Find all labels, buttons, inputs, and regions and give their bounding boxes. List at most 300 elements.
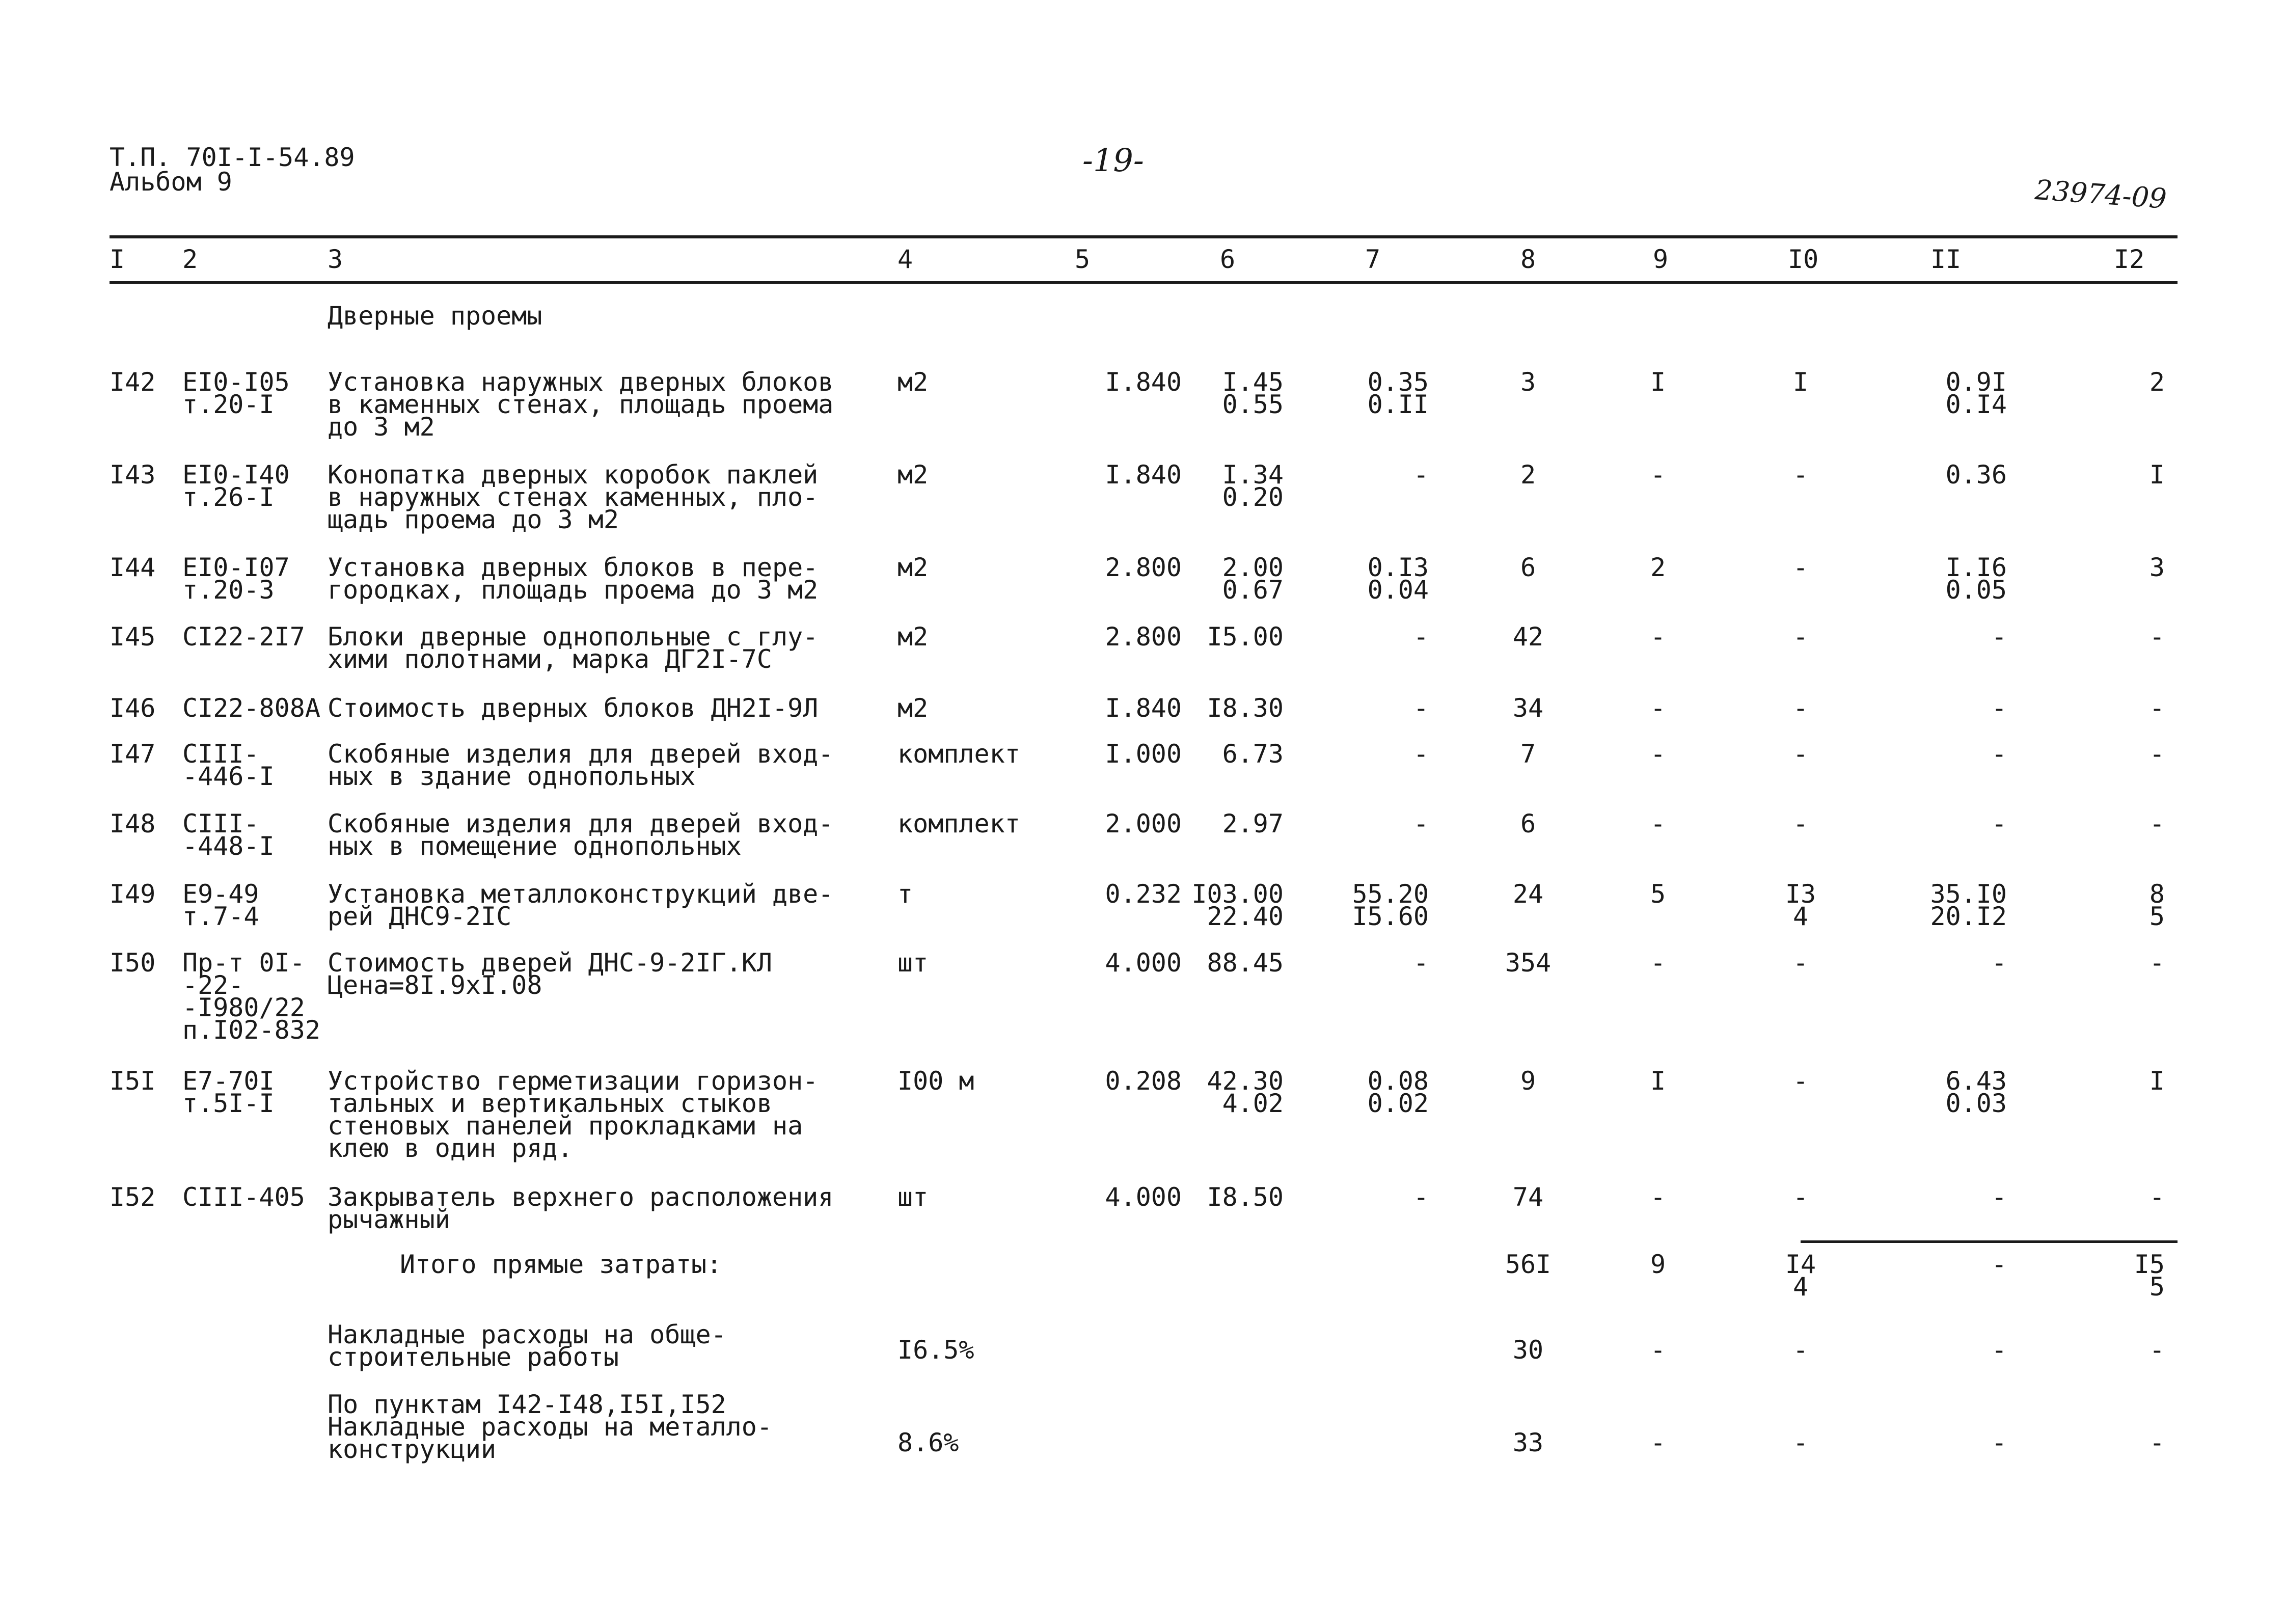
- document-reference: [110, 143, 355, 197]
- overhead-rate: [897, 1335, 974, 1365]
- work-name-line: тальных и вертикальных стыков: [328, 1089, 772, 1118]
- col12-value: [2088, 1066, 2165, 1096]
- inventory-stamp: 23974-09: [2034, 174, 2168, 215]
- col7-value: [1317, 367, 1429, 419]
- column-number: I: [110, 245, 125, 274]
- col7-value: [1317, 809, 1429, 838]
- work-name-line: до 3 м2: [328, 412, 435, 442]
- col12-value: [2088, 693, 2165, 723]
- item-number-line: I52: [110, 1182, 156, 1212]
- col10-value-line: -: [1792, 622, 1809, 652]
- item-number: [110, 948, 156, 978]
- norm-code-line: т.7-4: [182, 902, 259, 931]
- col7-value-line: 0.02: [1367, 1089, 1429, 1118]
- overhead-col10-line: -: [1792, 1428, 1809, 1457]
- unit: [897, 948, 929, 978]
- col11-value: [1895, 809, 2007, 838]
- item-number-line: I44: [110, 553, 156, 582]
- work-name-line: Скобяные изделия для дверей вход-: [328, 739, 834, 769]
- overhead-name-line: конструкции: [328, 1434, 497, 1464]
- col8-value: [1477, 739, 1579, 769]
- unit: [897, 879, 913, 909]
- unit-line: комплект: [897, 809, 1020, 838]
- overhead-rate-line: I6.5%: [897, 1335, 974, 1365]
- col9-value: [1620, 809, 1696, 838]
- unit-line: комплект: [897, 739, 1020, 769]
- total-label: [400, 1250, 722, 1279]
- col12-value-line: -: [2149, 693, 2165, 723]
- col10-value: [1762, 553, 1839, 582]
- col11-value: [1895, 1182, 2007, 1212]
- col10-value: [1762, 622, 1839, 652]
- col6-value-line: 2.97: [1222, 809, 1284, 838]
- col6-value: [1172, 1066, 1284, 1118]
- overhead-col9: [1620, 1335, 1696, 1365]
- work-name: [328, 1066, 819, 1163]
- overhead-col12-line: -: [2149, 1335, 2165, 1365]
- col9-value-line: -: [1650, 693, 1666, 723]
- col9-value: [1620, 553, 1696, 582]
- col11-value-line: 0.05: [1945, 575, 2007, 605]
- col10-value: [1762, 879, 1839, 931]
- norm-code: [182, 1182, 305, 1212]
- item-number: [110, 553, 156, 582]
- col11-value-line: -: [1991, 1182, 2007, 1212]
- norm-code-line: -22-: [182, 970, 244, 1000]
- col10-value: [1762, 809, 1839, 838]
- norm-code-line: п.I02-832: [182, 1015, 320, 1045]
- column-number-rule: [110, 281, 2178, 284]
- col6-value: [1172, 879, 1284, 931]
- total-rule: [1801, 1240, 2178, 1243]
- col7-value-line: -: [1413, 622, 1429, 652]
- col12-value: [2088, 367, 2165, 397]
- item-number-line: I42: [110, 367, 156, 397]
- unit: [897, 1182, 929, 1212]
- col11-value: [1895, 693, 2007, 723]
- unit-line: м2: [897, 553, 929, 582]
- norm-code-line: -446-I: [182, 762, 275, 791]
- doc-ref-text: Т.П. 70I-I-54.89: [110, 143, 355, 172]
- album-text: Альбом 9: [110, 167, 232, 197]
- col8-value-line: 34: [1512, 693, 1544, 723]
- col8-value-line: 9: [1520, 1066, 1536, 1096]
- overhead-col8: [1477, 1428, 1579, 1457]
- overhead-col10: [1762, 1335, 1839, 1365]
- unit-line: шт: [897, 948, 929, 978]
- quantity: [1059, 879, 1182, 909]
- column-number: 4: [897, 245, 913, 274]
- col8-value-line: 24: [1512, 879, 1544, 909]
- quantity: [1059, 948, 1182, 978]
- norm-code-line: CIII-: [182, 739, 259, 769]
- item-number-line: I48: [110, 809, 156, 838]
- work-name: [328, 739, 834, 791]
- col10-value-line: I: [1792, 367, 1809, 397]
- col9-value: [1620, 460, 1696, 490]
- item-number-line: I46: [110, 693, 156, 723]
- col9-value-line: I: [1650, 367, 1666, 397]
- total-col12-line: I5: [2134, 1250, 2165, 1279]
- col10-value-line: -: [1792, 460, 1809, 490]
- item-number-line: I5I: [110, 1066, 156, 1096]
- col6-value-line: I03.00: [1191, 879, 1284, 909]
- norm-code-line: CI22-808A: [182, 693, 320, 723]
- work-name-line: рей ДНС9-2IС: [328, 902, 512, 931]
- col11-value-line: 0.03: [1945, 1089, 2007, 1118]
- item-number-line: I49: [110, 879, 156, 909]
- col10-value: [1762, 1066, 1839, 1096]
- col6-value: [1172, 693, 1284, 723]
- quantity: [1059, 553, 1182, 582]
- norm-code-line: т.26-I: [182, 482, 275, 512]
- total-col12: [2088, 1250, 2165, 1302]
- col11-value: [1895, 553, 2007, 605]
- work-name-line: Конопатка дверных коробок паклей: [328, 460, 819, 490]
- col10-value: [1762, 460, 1839, 490]
- col12-value-line: -: [2149, 809, 2165, 838]
- col8-value-line: 3: [1520, 367, 1536, 397]
- col12-value-line: -: [2149, 1182, 2165, 1212]
- work-name-line: Цена=8I.9хI.08: [328, 970, 542, 1000]
- col10-value-line: -: [1792, 553, 1809, 582]
- work-name-line: ных в здание однопольных: [328, 762, 696, 791]
- unit-line: м2: [897, 367, 929, 397]
- total-col9-line: 9: [1650, 1250, 1666, 1279]
- quantity-line: I.000: [1105, 739, 1182, 769]
- col7-value-line: 55.20: [1352, 879, 1429, 909]
- quantity: [1059, 1182, 1182, 1212]
- work-name-line: Установка наружных дверных блоков: [328, 367, 834, 397]
- col11-value-line: -: [1991, 693, 2007, 723]
- overhead-col11: [1895, 1428, 2007, 1457]
- overhead-col10: [1762, 1428, 1839, 1457]
- col12-value-line: -: [2149, 622, 2165, 652]
- total-col9: [1620, 1250, 1696, 1279]
- work-name: [328, 809, 834, 861]
- work-name-line: рычажный: [328, 1205, 450, 1234]
- col10-value: [1762, 367, 1839, 397]
- quantity: [1059, 693, 1182, 723]
- overhead-col12: [2088, 1335, 2165, 1365]
- item-number: [110, 1066, 156, 1096]
- col6-value: [1172, 460, 1284, 512]
- work-name: [328, 879, 834, 931]
- col12-value: [2088, 553, 2165, 582]
- overhead-rate-line: 8.6%: [897, 1428, 959, 1457]
- col9-value-line: -: [1650, 460, 1666, 490]
- col9-value-line: -: [1650, 1182, 1666, 1212]
- col10-value: [1762, 739, 1839, 769]
- quantity-line: 2.800: [1105, 553, 1182, 582]
- col11-value-line: -: [1991, 948, 2007, 978]
- col6-value-line: I.34: [1222, 460, 1284, 490]
- norm-code-line: E9-49: [182, 879, 259, 909]
- overhead-col12: [2088, 1428, 2165, 1457]
- col9-value-line: I: [1650, 1066, 1666, 1096]
- col11-value-line: 35.I0: [1930, 879, 2007, 909]
- column-number: 5: [1075, 245, 1091, 274]
- col10-value-line: -: [1792, 739, 1809, 769]
- col7-value-line: -: [1413, 739, 1429, 769]
- col12-value-line: -: [2149, 739, 2165, 769]
- unit: [897, 622, 929, 652]
- col7-value-line: 0.I3: [1367, 553, 1429, 582]
- norm-code-line: CIII-405: [182, 1182, 305, 1212]
- col7-value: [1317, 622, 1429, 652]
- quantity-line: I.840: [1105, 693, 1182, 723]
- quantity: [1059, 460, 1182, 490]
- work-name-line: в каменных стенах, площадь проема: [328, 390, 834, 419]
- col8-value: [1477, 948, 1579, 978]
- col6-value-line: 88.45: [1207, 948, 1284, 978]
- quantity: [1059, 809, 1182, 838]
- col7-value-line: -: [1413, 809, 1429, 838]
- col6-value: [1172, 553, 1284, 605]
- col9-value: [1620, 622, 1696, 652]
- column-number: 7: [1365, 245, 1381, 274]
- total-col8-line: 56I: [1505, 1250, 1552, 1279]
- col7-value-line: 0.II: [1367, 390, 1429, 419]
- work-name-line: Блоки дверные однопольные с глу-: [328, 622, 819, 652]
- work-name: [328, 553, 819, 605]
- col6-value: [1172, 622, 1284, 652]
- work-name: [328, 1182, 834, 1234]
- col12-value-line: 3: [2149, 553, 2165, 582]
- col9-value: [1620, 879, 1696, 909]
- overhead-col10-line: -: [1792, 1335, 1809, 1365]
- col11-value-line: -: [1991, 809, 2007, 838]
- quantity: [1059, 367, 1182, 397]
- col8-value: [1477, 879, 1579, 909]
- total-col11-line: -: [1991, 1250, 2007, 1279]
- norm-code-line: EI0-I40: [182, 460, 290, 490]
- col11-value-line: 6.43: [1945, 1066, 2007, 1096]
- item-number-line: I45: [110, 622, 156, 652]
- work-name-line: в наружных стенах каменных, пло-: [328, 482, 819, 512]
- col11-value: [1895, 948, 2007, 978]
- column-number: I2: [2114, 245, 2145, 274]
- quantity-line: I.840: [1105, 367, 1182, 397]
- col7-value-line: 0.08: [1367, 1066, 1429, 1096]
- col10-value-line: I3: [1785, 879, 1816, 909]
- total-col10-line: I4: [1785, 1250, 1816, 1279]
- col9-value-line: -: [1650, 622, 1666, 652]
- col12-value: [2088, 879, 2165, 931]
- col7-value: [1317, 1182, 1429, 1212]
- col6-value-line: 0.20: [1222, 482, 1284, 512]
- work-name: [328, 622, 819, 674]
- col6-value-line: 4.02: [1222, 1089, 1284, 1118]
- work-name: [328, 460, 819, 534]
- col12-value: [2088, 1182, 2165, 1212]
- col9-value-line: -: [1650, 809, 1666, 838]
- unit: [897, 693, 929, 723]
- work-name-line: ных в помещение однопольных: [328, 831, 742, 861]
- col10-value-line: -: [1792, 693, 1809, 723]
- norm-code-line: т.20-3: [182, 575, 275, 605]
- overhead-col8: [1477, 1335, 1579, 1365]
- quantity-line: 2.800: [1105, 622, 1182, 652]
- column-number: I0: [1788, 245, 1819, 274]
- col8-value: [1477, 553, 1579, 582]
- column-number: 8: [1520, 245, 1536, 274]
- col6-value: [1172, 367, 1284, 419]
- col11-value: [1895, 622, 2007, 652]
- unit-line: м2: [897, 622, 929, 652]
- unit: [897, 460, 929, 490]
- work-name-line: хими полотнами, марка ДГ2I-7С: [328, 644, 772, 674]
- unit-line: м2: [897, 693, 929, 723]
- col8-value: [1477, 693, 1579, 723]
- unit: [897, 739, 1020, 769]
- column-number: 2: [182, 245, 198, 274]
- col10-value: [1762, 948, 1839, 978]
- col8-value: [1477, 1182, 1579, 1212]
- work-name-line: Стоимость дверей ДНС-9-2IГ.КЛ: [328, 948, 772, 978]
- column-number: II: [1930, 245, 1962, 274]
- norm-code: [182, 460, 290, 512]
- column-number: 3: [328, 245, 343, 274]
- norm-code-line: CI22-2I7: [182, 622, 305, 652]
- norm-code: [182, 879, 259, 931]
- col7-value-line: -: [1413, 693, 1429, 723]
- col8-value: [1477, 367, 1579, 397]
- quantity-line: 0.232: [1105, 879, 1182, 909]
- item-number: [110, 460, 156, 490]
- col12-value: [2088, 739, 2165, 769]
- col6-value: [1172, 809, 1284, 838]
- col8-value-line: 354: [1505, 948, 1552, 978]
- norm-code: [182, 553, 290, 605]
- work-name-line: городках, площадь проема до 3 м2: [328, 575, 819, 605]
- item-number: [110, 739, 156, 769]
- norm-code-line: EI0-I05: [182, 367, 290, 397]
- work-name-line: клею в один ряд.: [328, 1133, 573, 1163]
- total-col10: [1762, 1250, 1839, 1302]
- overhead-col8-line: 30: [1512, 1335, 1544, 1365]
- work-name-line: Установка дверных блоков в пере-: [328, 553, 819, 582]
- col7-value-line: -: [1413, 1182, 1429, 1212]
- col7-value: [1317, 460, 1429, 490]
- overhead-col9-line: -: [1650, 1335, 1666, 1365]
- col12-value-line: -: [2149, 948, 2165, 978]
- col12-value-line: 2: [2149, 367, 2165, 397]
- col10-value-line: 4: [1792, 902, 1809, 931]
- col6-value: [1172, 948, 1284, 978]
- column-number: 9: [1653, 245, 1669, 274]
- item-number-line: I47: [110, 739, 156, 769]
- col7-value-line: -: [1413, 460, 1429, 490]
- col10-value-line: -: [1792, 1066, 1809, 1096]
- col10-value: [1762, 1182, 1839, 1212]
- overhead-name-line: По пунктам I42-I48,I5I,I52: [328, 1390, 726, 1419]
- col6-value-line: 42.30: [1207, 1066, 1284, 1096]
- col11-value: [1895, 739, 2007, 769]
- col9-value: [1620, 367, 1696, 397]
- norm-code: [182, 739, 275, 791]
- work-name: [328, 693, 819, 723]
- unit-line: т: [897, 879, 913, 909]
- col12-value: [2088, 809, 2165, 838]
- col7-value-line: 0.35: [1367, 367, 1429, 397]
- norm-code: [182, 809, 275, 861]
- col11-value-line: 0.9I: [1945, 367, 2007, 397]
- norm-code-line: CIII-: [182, 809, 259, 838]
- col8-value-line: 74: [1512, 1182, 1544, 1212]
- item-number: [110, 879, 156, 909]
- overhead-rate: [897, 1428, 959, 1457]
- col9-value: [1620, 693, 1696, 723]
- col6-value-line: I.45: [1222, 367, 1284, 397]
- quantity-line: 4.000: [1105, 1182, 1182, 1212]
- item-number-line: I43: [110, 460, 156, 490]
- total-col8: [1477, 1250, 1579, 1279]
- work-name-line: Скобяные изделия для дверей вход-: [328, 809, 834, 838]
- col9-value: [1620, 948, 1696, 978]
- col11-value-line: -: [1991, 739, 2007, 769]
- col10-value: [1762, 693, 1839, 723]
- col9-value: [1620, 739, 1696, 769]
- col7-value-line: I5.60: [1352, 902, 1429, 931]
- col12-value-line: I: [2149, 460, 2165, 490]
- item-number: [110, 809, 156, 838]
- unit-line: шт: [897, 1182, 929, 1212]
- work-name-line: Устройство герметизации горизон-: [328, 1066, 819, 1096]
- col8-value-line: 2: [1520, 460, 1536, 490]
- col11-value-line: 0.36: [1945, 460, 2007, 490]
- overhead-name-line: Накладные расходы на металло-: [328, 1412, 772, 1442]
- col9-value: [1620, 1066, 1696, 1096]
- col10-value-line: -: [1792, 948, 1809, 978]
- table-top-rule: [110, 235, 2178, 238]
- col8-value: [1477, 1066, 1579, 1096]
- col11-value-line: 20.I2: [1930, 902, 2007, 931]
- col12-value: [2088, 622, 2165, 652]
- column-number: 6: [1220, 245, 1236, 274]
- work-name-line: Установка металлоконструкций две-: [328, 879, 834, 909]
- col11-value-line: 0.I4: [1945, 390, 2007, 419]
- col6-value-line: 6.73: [1222, 739, 1284, 769]
- col6-value-line: 2.00: [1222, 553, 1284, 582]
- section-title: Дверные проемы: [328, 301, 542, 331]
- col9-value-line: -: [1650, 739, 1666, 769]
- col6-value-line: 22.40: [1207, 902, 1284, 931]
- quantity: [1059, 622, 1182, 652]
- norm-code-line: -I980/22: [182, 993, 305, 1022]
- col11-value: [1895, 367, 2007, 419]
- quantity-line: 2.000: [1105, 809, 1182, 838]
- norm-code-line: Пр-т 0I-: [182, 948, 305, 978]
- col9-value: [1620, 1182, 1696, 1212]
- work-name: [328, 948, 772, 1000]
- col6-value-line: I5.00: [1207, 622, 1284, 652]
- work-name-line: стеновых панелей прокладками на: [328, 1111, 803, 1141]
- norm-code-line: -448-I: [182, 831, 275, 861]
- norm-code: [182, 948, 320, 1045]
- quantity-line: 0.208: [1105, 1066, 1182, 1096]
- col6-value-line: I8.50: [1207, 1182, 1284, 1212]
- col12-value: [2088, 948, 2165, 978]
- col8-value-line: 7: [1520, 739, 1536, 769]
- page-number: -19-: [1082, 142, 1144, 179]
- col6-value-line: 0.67: [1222, 575, 1284, 605]
- overhead-col11-line: -: [1991, 1428, 2007, 1457]
- col11-value: [1895, 460, 2007, 490]
- col9-value-line: -: [1650, 948, 1666, 978]
- quantity: [1059, 739, 1182, 769]
- col12-value-line: I: [2149, 1066, 2165, 1096]
